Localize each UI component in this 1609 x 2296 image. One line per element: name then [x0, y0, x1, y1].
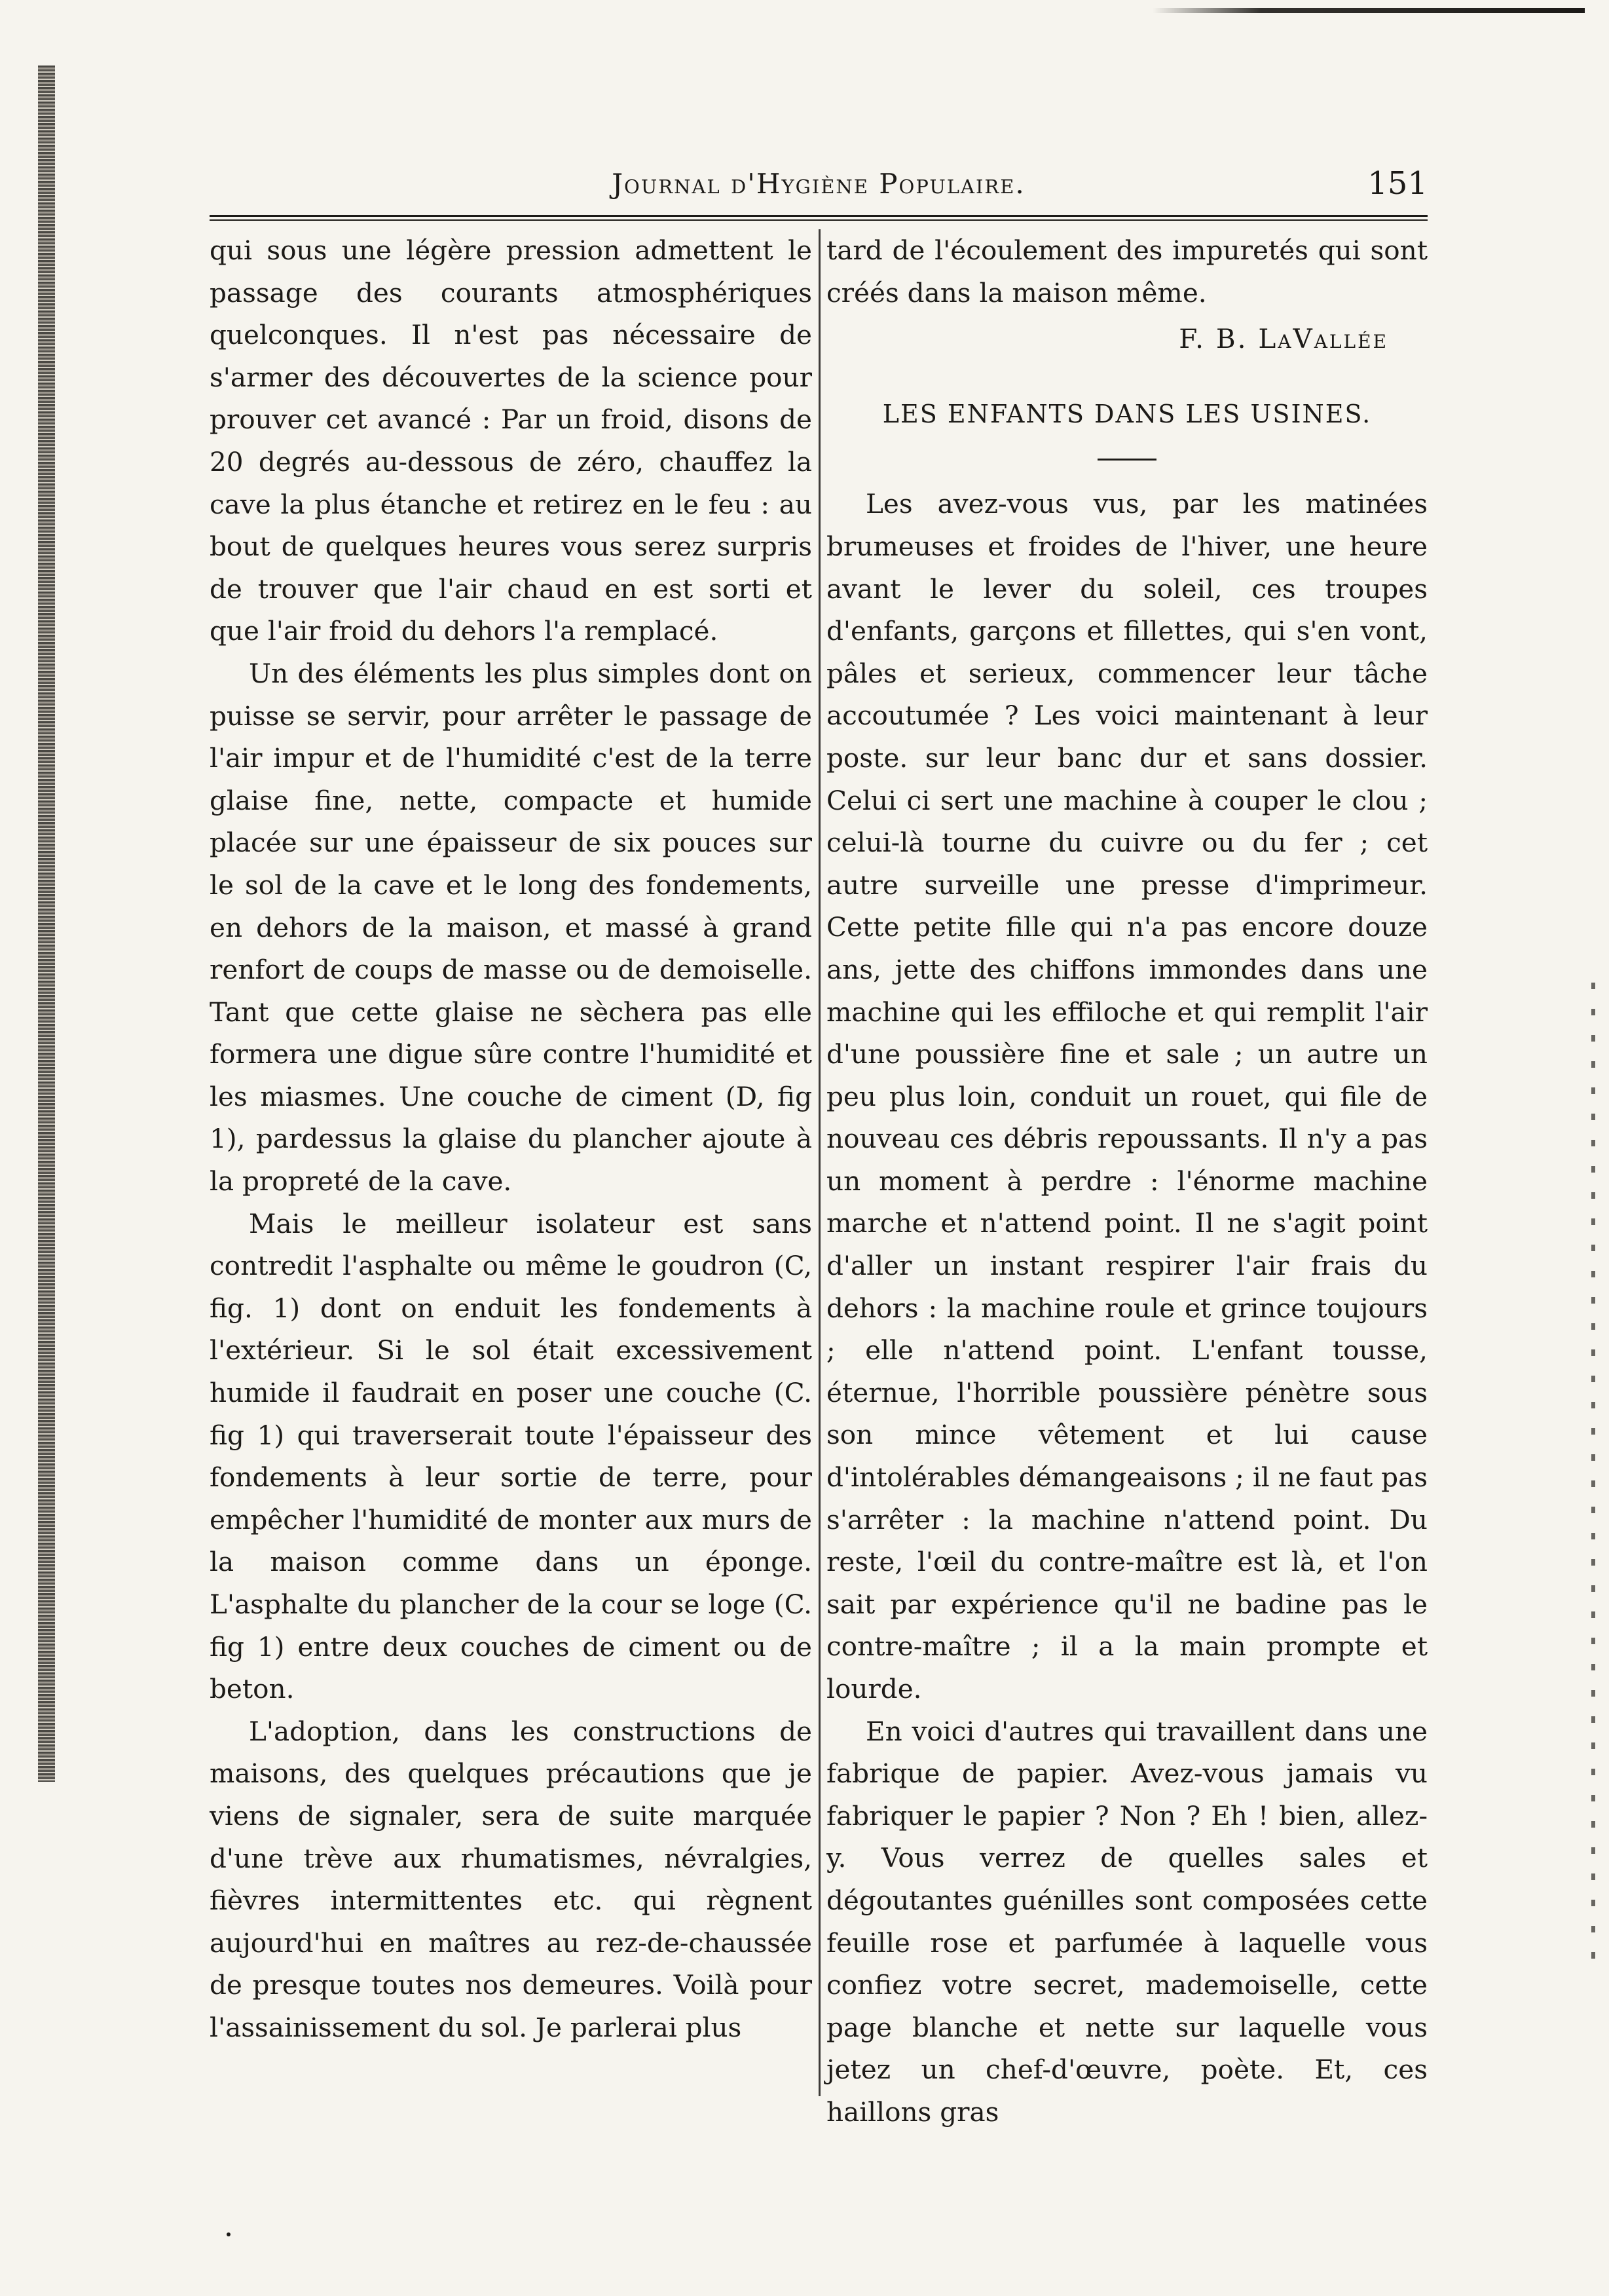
ink-speck [227, 2232, 231, 2236]
scan-artifact-binding-edge [38, 66, 55, 1782]
column-divider [819, 229, 821, 2096]
running-title: Journal d'Hygiène Populaire. [612, 168, 1026, 200]
right-paragraph-1: Les avez-vous vus, par les matinées brumeuses et froides de l'hiver, une heure avant le lever du soleil, ces troupes d'enfants, garçons et fillettes, qui s'en vont, pâles et serieux, commencer leur tâche accoutumée ? Les voici maintenant à leur poste. sur leur banc dur et sans dossier. Celui ci sert une machine à couper le clou ; celui-là tourne du cuivre ou du fer ; cet autre surveille une presse d'imprimeur. Cette petite fille qui n'a pas encore douze ans, jette des chiffons immondes dans une machine qui les effiloche et qui remplit l'air d'une poussière fine et sale ; un autre un peu plus loin, conduit un rouet, qui file de nouveau ces débris repoussants. Il n'y a pas un moment à perdre : l'énorme machine marche et n'attend point. Il ne s'agit point d'aller un instant respirer l'air frais du dehors : la machine roule et grince toujours ; elle n'attend point. L'enfant tousse, éternue, l'horrible poussière pénètre sous son mince vêtement et lui cause d'intolérables démangeaisons ; il ne faut pas s'arrêter : la machine n'attend point. Du reste, l'œil du contre-maître est là, et l'on sait par expérience qu'il ne badine pas le contre-maître ; il a la main prompte et lourde. [826, 488, 1428, 1704]
scan-artifact-top [1153, 8, 1585, 13]
left-column [210, 229, 812, 2049]
section-title: LES ENFANTS DANS LES USINES. [882, 399, 1372, 428]
header-double-rule [210, 215, 1428, 221]
left-paragraph-4: L'adoption, dans les constructions de maisons, des quelques précautions que je viens de signaler, sera de suite marquée d'une trève aux rhumatismes, névralgies, fièvres intermittentes etc. qui règnent aujourd'hui en maîtres au rez-de-chaussée de presque toutes nos demeures. Voilà pour l'assainissement du sol. Je parlerai plus [210, 1715, 812, 2043]
right-column [826, 229, 1428, 2134]
page-number: 151 [1367, 165, 1428, 202]
section-rule [1098, 459, 1156, 461]
author-signature: F. B. LaVallée [1179, 323, 1388, 355]
right-continuation: tard de l'écoulement des impuretés qui sont créés dans la maison même. [826, 235, 1428, 309]
running-head [210, 165, 1428, 207]
left-paragraph-3: Mais le meilleur isolateur est sans contredit l'asphalte ou même le goudron (C, fig. 1) dont on enduit les fondements à l'extérieur. Si le sol était excessivement humide il faudrait en poser une couche (C. fig 1) qui traverserait toute l'épaisseur des fondements à leur sortie de terre, pour empêcher l'humidité de monter aux murs de la maison comme dans un éponge. L'asphalte du plancher de la cour se loge (C. fig 1) entre deux couches de ciment ou de beton. [210, 1207, 812, 1705]
left-paragraph-2: Un des éléments les plus simples dont on puisse se servir, pour arrêter le passage de l'air impur et de l'humidité c'est de la terre glaise fine, nette, compacte et humide placée sur une épaisseur de six pouces sur le sol de la cave et le long des fondements, en dehors de la maison, et massé à grand renfort de coups de masse ou de demoiselle. Tant que cette glaise ne sèchera pas elle formera une digue sûre contre l'humidité et les miasmes. Une couche de ciment (D, fig 1), pardessus la glaise du plancher ajoute à la propreté de la cave. [210, 657, 812, 1197]
left-paragraph-1: qui sous une légère pression admettent le passage des courants atmosphériques quelconques. Il n'est pas nécessaire de s'armer des découvertes de la science pour prouver cet avancé : Par un froid, disons de 20 degrés au-dessous de zéro, chauffez la cave la plus étanche et retirez en le feu : au bout de quelques heures vous serez surpris de trouver que l'air chaud en est sorti et que l'air froid du dehors l'a remplacé. [210, 235, 812, 647]
scan-artifact-right-edge [1591, 983, 1595, 1965]
right-paragraph-2: En voici d'autres qui travaillent dans une fabrique de papier. Avez-vous jamais vu fabriquer le papier ? Non ? Eh ! bien, allez-y. Vous verrez de quelles sales et dégoutantes guénilles sont composées cette feuille rose et parfumée à laquelle vous confiez votre secret, mademoiselle, cette page blanche et nette sur laquelle vous jetez un chef-d'œuvre, poète. Et, ces haillons gras [826, 1715, 1428, 2128]
